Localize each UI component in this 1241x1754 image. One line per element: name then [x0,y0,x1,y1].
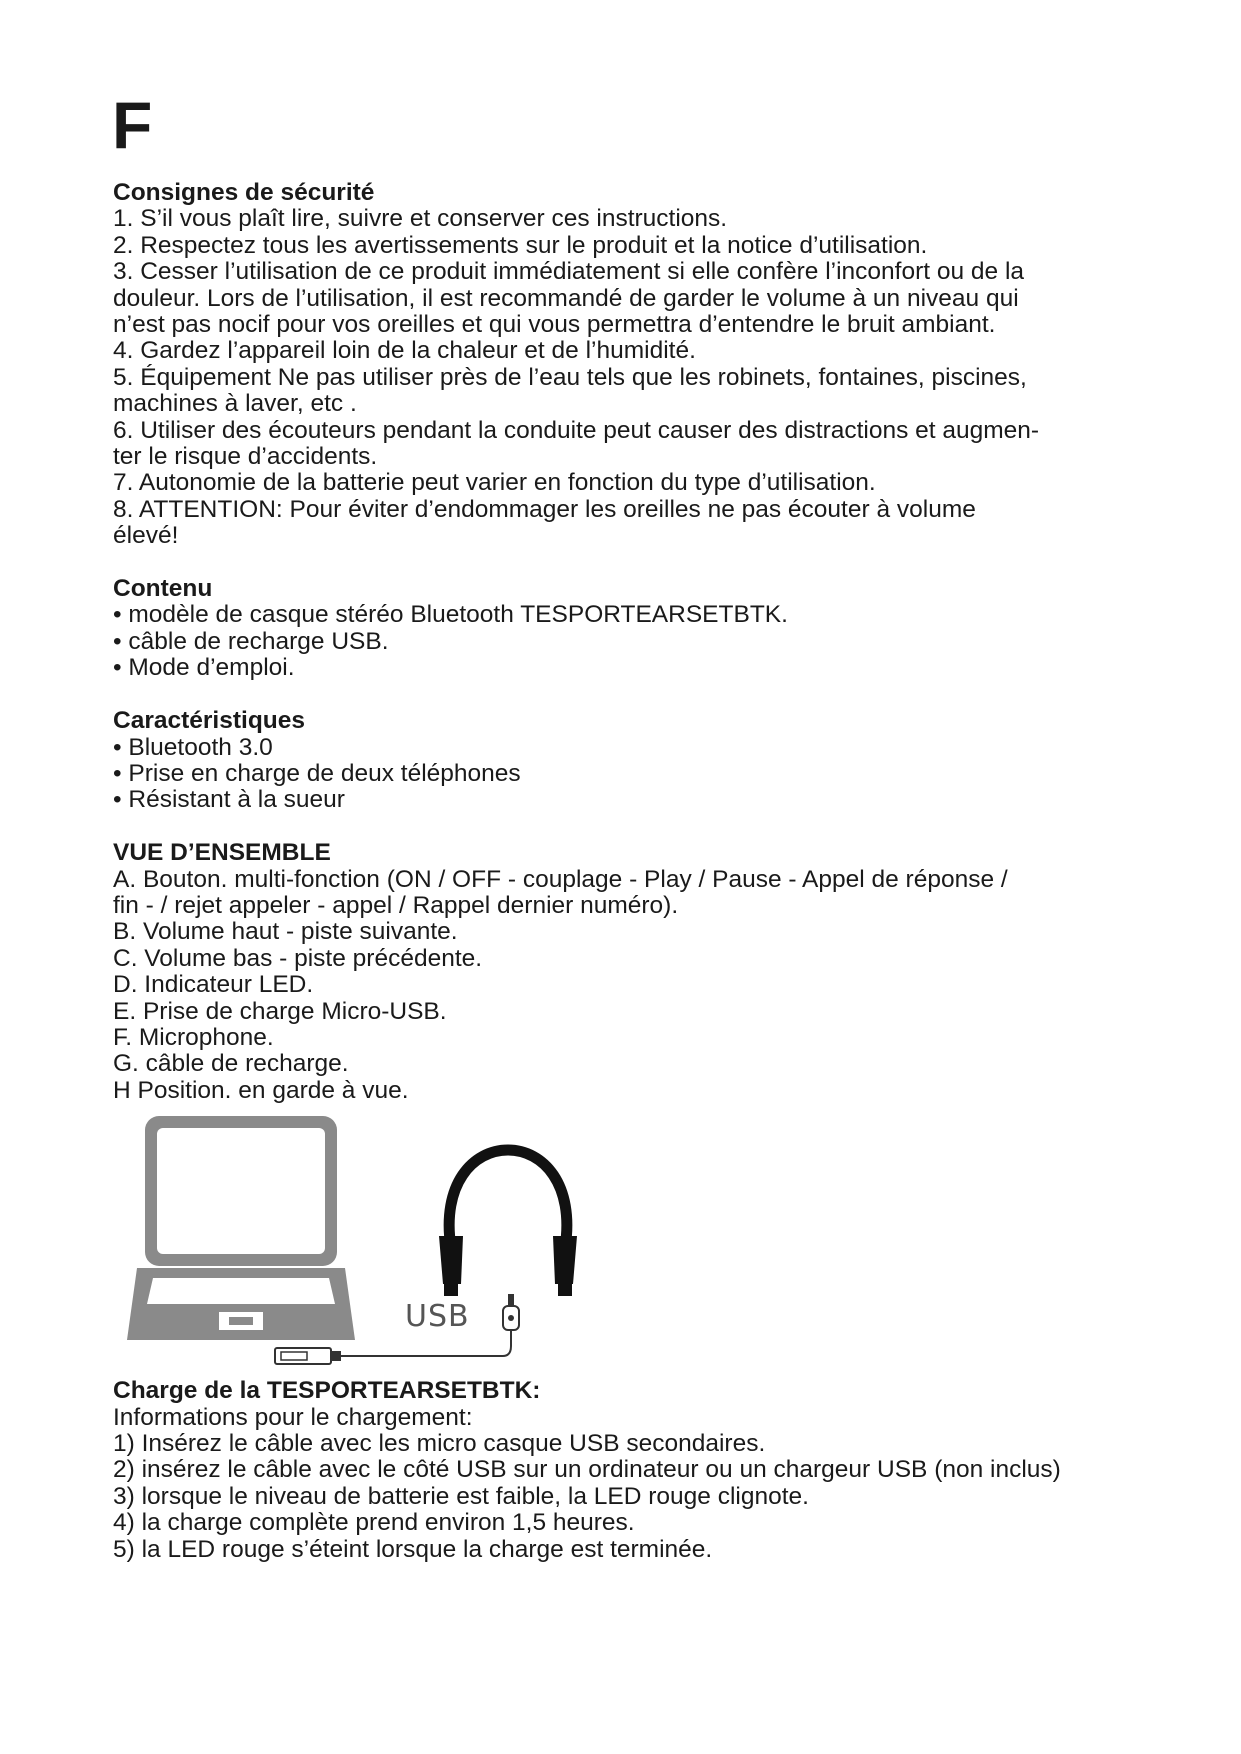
text-line: C. Volume bas - piste précédente. [113,944,483,972]
headphones-icon [439,1150,577,1296]
text-line: • modèle de casque stéréo Bluetooth TESPORTEARSETBTK. [113,601,788,629]
text-line: D. Indicateur LED. [113,971,314,999]
features-title: Caractéristiques [113,707,306,735]
text-line: 8. ATTENTION: Pour éviter d’endommager les oreilles ne pas écouter à volume [113,495,976,523]
text-line: • Mode d’emploi. [113,654,295,682]
text-line: • Résistant à la sueur [113,786,345,814]
safety-section [113,180,1123,550]
text-line: • Prise en charge de deux téléphones [113,759,521,787]
charging-section [113,1378,1123,1563]
text-line: E. Prise de charge Micro-USB. [113,997,447,1025]
text-line: 2. Respectez tous les avertissements sur le produit et la notice d’utilisation. [113,231,928,259]
overview-lines [113,867,1123,1105]
text-line: 2) insérez le câble avec le côté USB sur un ordinateur ou un chargeur USB (non inclus) [113,1456,1061,1484]
text-line: 1) Insérez le câble avec les micro casque USB secondaires. [113,1429,766,1457]
text-line: A. Bouton. multi-fonction (ON / OFF - couplage - Play / Pause - Appel de réponse / [113,865,1008,893]
section-gap [113,814,1123,840]
features-section [113,708,1123,814]
text-line: 6. Utiliser des écouteurs pendant la conduite peut causer des distractions et augmen- [113,416,1040,444]
text-line: G. câble de recharge. [113,1050,349,1078]
language-letter: F [112,88,153,162]
usb-plug-icon [275,1348,341,1364]
text-line: ter le risque d’accidents. [113,443,378,471]
contents-section [113,576,1123,682]
text-line: machines à laver, etc . [113,390,357,418]
text-line: 3) lorsque le niveau de batterie est faible, la LED rouge clignote. [113,1482,809,1510]
text-line: 5. Équipement Ne pas utiliser près de l’eau tels que les robinets, fontaines, piscines, [113,363,1027,391]
charging-illustration [123,1108,623,1378]
text-line: B. Volume haut - piste suivante. [113,918,458,946]
text-line: H Position. en garde à vue. [113,1076,409,1104]
safety-title: Consignes de sécurité [113,179,375,206]
laptop-headphones-diagram [123,1108,623,1378]
text-line: douleur. Lors de l’utilisation, il est recommandé de garder le volume à un niveau qui [113,284,1019,312]
contents-lines [113,602,1123,681]
safety-lines [113,206,1123,549]
micro-usb-plug-icon [503,1294,519,1330]
features-lines [113,735,1123,814]
text-line: 1. S’il vous plaît lire, suivre et conserver ces instructions. [113,205,728,233]
contents-title: Contenu [113,575,213,603]
section-gap [113,682,1123,708]
text-line: 4) la charge complète prend environ 1,5 heures. [113,1509,635,1537]
text-line: n’est pas nocif pour vos oreilles et qui vous permettra d’entendre le bruit ambiant. [113,311,996,339]
charging-lines [113,1405,1123,1563]
text-line: fin - / rejet appeler - appel / Rappel dernier numéro). [113,891,679,919]
usb-label: USB [405,1299,470,1335]
text-line: • Bluetooth 3.0 [113,733,273,761]
overview-section [113,840,1123,1104]
text-line: • câble de recharge USB. [113,627,389,655]
text-line: Informations pour le chargement: [113,1403,473,1431]
text-line: 3. Cesser l’utilisation de ce produit immédiatement si elle confère l’inconfort ou de la [113,258,1025,286]
text-line: élevé! [113,522,179,550]
text-line: 7. Autonomie de la batterie peut varier en fonction du type d’utilisation. [113,469,876,497]
text-line: 4. Gardez l’appareil loin de la chaleur et de l’humidité. [113,337,696,365]
charging-title: Charge de la TESPORTEARSETBTK: [113,1377,541,1405]
laptop-icon [127,1116,355,1340]
text-line: F. Microphone. [113,1023,274,1051]
manual-content [113,180,1123,1563]
text-line: 5) la LED rouge s’éteint lorsque la charge est terminée. [113,1535,713,1563]
overview-title: VUE D’ENSEMBLE [113,839,331,867]
section-gap [113,550,1123,576]
